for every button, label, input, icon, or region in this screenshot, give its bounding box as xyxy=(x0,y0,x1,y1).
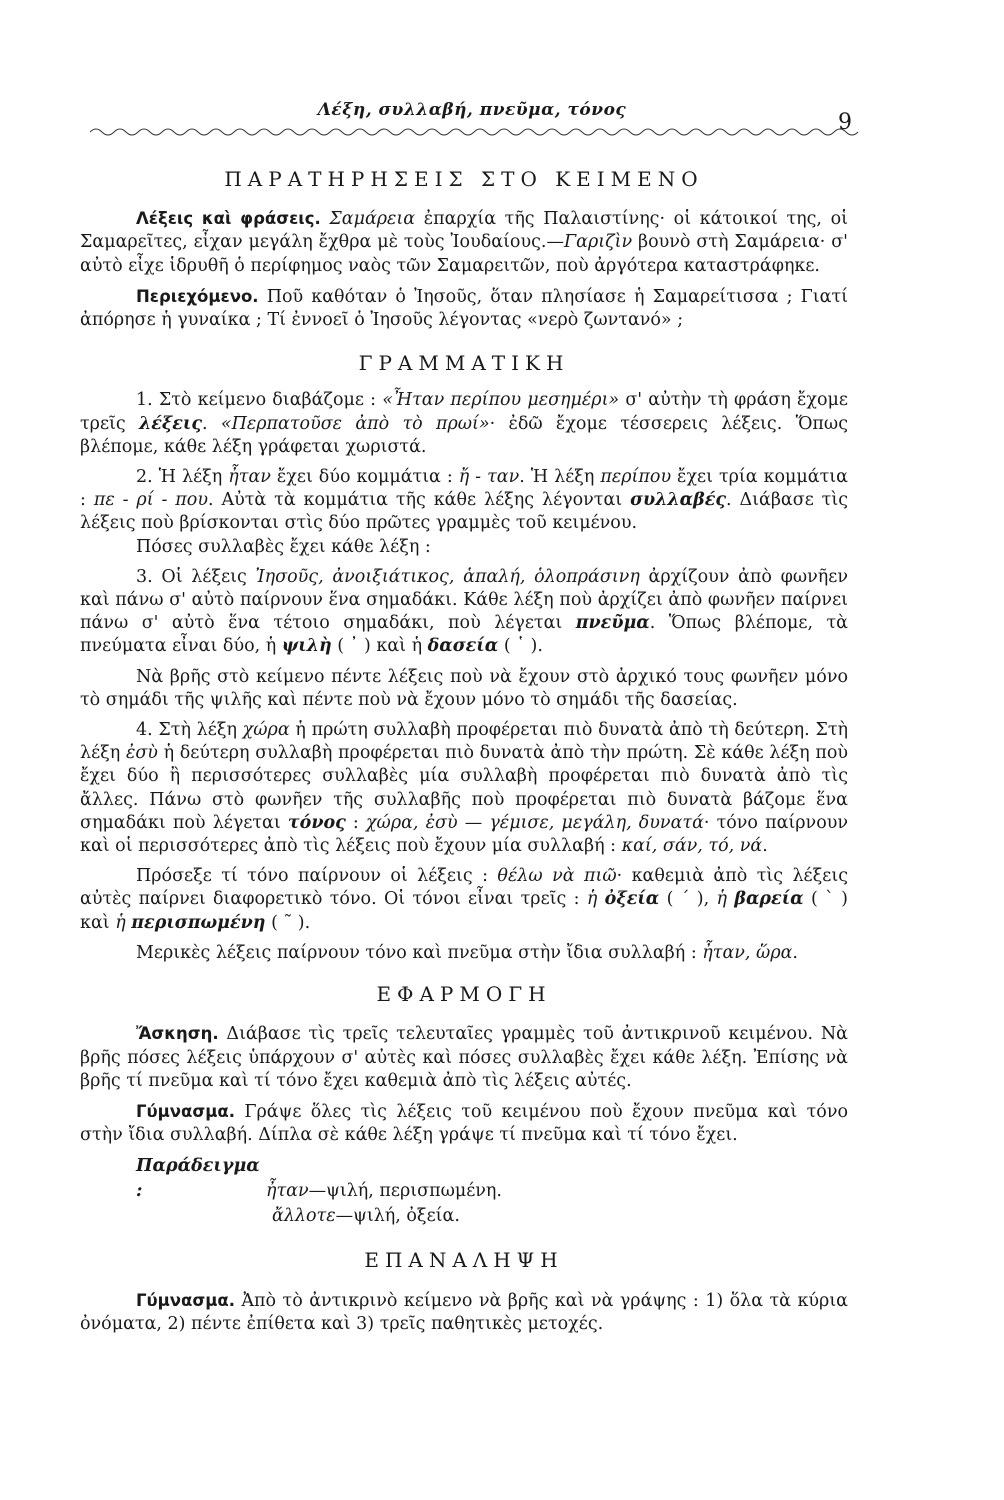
grammar-point-3: 3. Οἱ λέξεις Ἰησοῦς, ἀνοιξιάτικος, ἁπαλή, ὁλοπράσινη ἀρχίζουν ἀπὸ φωνῆεν καὶ πάνω σ' αὐτὸ παίρνουν ἕνα σημαδάκι. Κάθε λέξη ποὺ ἀρχίζει ἀπὸ φωνῆεν παίρνει πάνω σ' αὐτὸ ἕνα τέτοιο σημαδάκι, ποὺ λέγεται πνεῦμα. Ὅπως βλέπομε, τὰ πνεύματα εἶναι δύο, ἡ ψιλὴ ( ᾿ ) καὶ ἡ δασεία ( ῾ ). xyxy=(80,566,848,657)
exercise-paragraph: Ἄσκηση. Διάβασε τὶς τρεῖς τελευταῖες γραμμὲς τοῦ ἀντικρινοῦ κειμένου. Νὰ βρῆς πόσες λέξεις ὑπάρχουν σ' αὐτὲς καὶ πόσες συλλαβὲς ἔχει κάθε λέξη. Ἐπίσης νὰ βρῆς τί πνεῦμα καὶ τί τόνο ἔχει καθεμιὰ ἀπὸ τὶς λέξεις αὐτές. xyxy=(80,1024,848,1091)
running-title: Λέξη, συλλαβή, πνεῦμα, τόνος xyxy=(317,100,627,120)
content-paragraph: Περιεχόμενο. Ποῦ καθόταν ὁ Ἰησοῦς, ὅταν πλησίασε ἡ Σαμαρείτισσα ; Γιατί ἀπόρησε ἡ γυναίκα ; Τί ἐννοεῖ ὁ Ἰησοῦς λέγοντας «νερὸ ζωντανό» ; xyxy=(80,286,848,331)
grammar-heading: ΓΡΑΜΜΑΤΙΚΗ xyxy=(358,351,570,376)
term-garizin: Γαριζὶν xyxy=(563,232,633,253)
grammar-point-1: 1. Στὸ κείμενο διαβάζομε : «Ἦταν περίπου μεσημέρι» σ' αὐτὴν τὴ φράση ἔχομε τρεῖς λέξεις. «Περπατοῦσε ἀπὸ τὸ πρωί»· ἐδῶ ἔχομε τέσσερεις λέξεις. Ὅπως βλέπομε, κάθε λέξη γράφεται χωριστά. xyxy=(80,390,849,457)
grammar-point-3-task: Νὰ βρῆς στὸ κείμενο πέντε λέξεις ποὺ νὰ ἔχουν στὸ ἀρχικό τους φωνῆεν μόνο τὸ σημάδι τῆς ψιλῆς καὶ πέντε ποὺ νὰ ἔχουν μόνο τὸ σημάδι τῆς δασείας. xyxy=(80,666,848,710)
page-body xyxy=(80,168,848,1343)
example-block xyxy=(80,1154,848,1229)
grammar-point-same-syllable: Μερικὲς λέξεις παίρνουν τόνο καὶ πνεῦμα στὴν ἴδια συλλαβή : ἦταν, ὥρα. xyxy=(136,942,798,963)
example-label: Παράδειγμα : xyxy=(136,1156,260,1202)
header-wavy-rule xyxy=(90,124,860,144)
review-heading: ΕΠΑΝΑΛΗΨΗ xyxy=(364,1248,564,1273)
review-paragraph: Γύμνασμα. Ἀπὸ τὸ ἀντικρινὸ κείμενο νὰ βρῆς καὶ νὰ γράψης : 1) ὅλα τὰ κύρια ὀνόματα, 2) πέντε ἐπίθετα καὶ 3) τρεῖς παθητικὲς μετοχές. xyxy=(80,1290,848,1334)
example-row-1: Παράδειγμα : ἦταν—ψιλή, περισπωμένη. xyxy=(136,1154,848,1204)
grammar-point-accents: Πρόσεξε τί τόνο παίρνουν οἱ λέξεις : θέλω νὰ πιῶ· καθεμιὰ ἀπὸ τὶς λέξεις αὐτὲς παίρνει διαφορετικὸ τόνο. Οἱ τόνοι εἶναι τρεῖς : ἡ ὀξεία ( ΄ ), ἡ βαρεία ( ` ) καὶ ἡ περισπωμένη ( ῀ ). xyxy=(80,866,848,933)
page-number: 9 xyxy=(838,110,852,135)
practice-label: Γύμνασμα. xyxy=(136,1101,235,1121)
application-heading: ΕΦΑΡΜΟΓΗ xyxy=(376,982,552,1007)
exercise-label: Ἄσκηση. xyxy=(136,1024,219,1044)
term-samaria: Σαμάρεια xyxy=(329,209,416,230)
words-phrases-label: Λέξεις καὶ φράσεις. xyxy=(136,209,321,229)
observations-heading: ΠΑΡΑΤΗΡΗΣΕΙΣ ΣΤΟ ΚΕΙΜΕΝΟ xyxy=(224,167,704,191)
review-practice-label: Γύμνασμα. xyxy=(136,1290,235,1310)
grammar-point-2-question: Πόσες συλλαβὲς ἔχει κάθε λέξη : xyxy=(136,536,431,557)
content-label: Περιεχόμενο. xyxy=(136,286,259,306)
grammar-point-2: 2. Ἡ λέξη ἦταν ἔχει δύο κομμάτια : ἤ - ταν. Ἡ λέξη περίπου ἔχει τρία κομμάτια : πε - ρί - που. Αὐτὰ τὰ κομμάτια τῆς κάθε λέξης λέγονται συλλαβές. Διάβασε τὶς λέξεις ποὺ βρίσκονται στὶς δύο πρῶτες γραμμὲς τοῦ κειμένου. xyxy=(80,467,849,534)
example-row-2: ἄλλοτε—ψιλή, ὀξεία. xyxy=(272,1206,460,1227)
grammar-point-4: 4. Στὴ λέξη χώρα ἡ πρώτη συλλαβὴ προφέρεται πιὸ δυνατὰ ἀπὸ τὴ δεύτερη. Στὴ λέξη ἐσὺ ἡ δεύτερη συλλαβὴ προφέρεται πιὸ δυνατὰ ἀπὸ τὴν πρώτη. Σὲ κάθε λέξη ποὺ ἔχει δύο ἢ περισσότερες συλλαβὲς μία συλλαβὴ προφέρεται πιὸ δυνατὰ ἀπὸ τὶς ἄλλες. Πάνω στὸ φωνῆεν τῆς συλλαβῆς ποὺ προφέρεται πιὸ δυνατὰ βάζομε ἕνα σημαδάκι ποὺ λέγεται τόνος : χώρα, ἐσὺ — γέμισε, μεγάλη, δυνατά· τόνο παίρνουν καὶ οἱ περισσότερες ἀπὸ τὶς λέξεις ποὺ ἔχουν μία συλλαβή : καί, σάν, τό, νά. xyxy=(80,720,849,857)
words-phrases-paragraph: Λέξεις καὶ φράσεις. Σαμάρεια ἐπαρχία τῆς Παλαιστίνης· οἱ κάτοικοί της, οἱ Σαμαρεῖτες, εἶχαν μεγάλη ἔχθρα μὲ τοὺς Ἰουδαίους.—Γαριζὶν βουνὸ στὴ Σαμάρεια· σ' αὐτὸ εἶχε ἱδρυθῆ ὁ περίφημος ναὸς τῶν Σαμαρειτῶν, ποὺ ἀργότερα καταστράφηκε. xyxy=(80,209,848,276)
practice-paragraph: Γύμνασμα. Γράψε ὅλες τὶς λέξεις τοῦ κειμένου ποὺ ἔχουν πνεῦμα καὶ τόνο στὴν ἴδια συλλαβή. Δίπλα σὲ κάθε λέξη γράψε τί πνεῦμα καὶ τί τόνο ἔχει. xyxy=(80,1101,848,1146)
